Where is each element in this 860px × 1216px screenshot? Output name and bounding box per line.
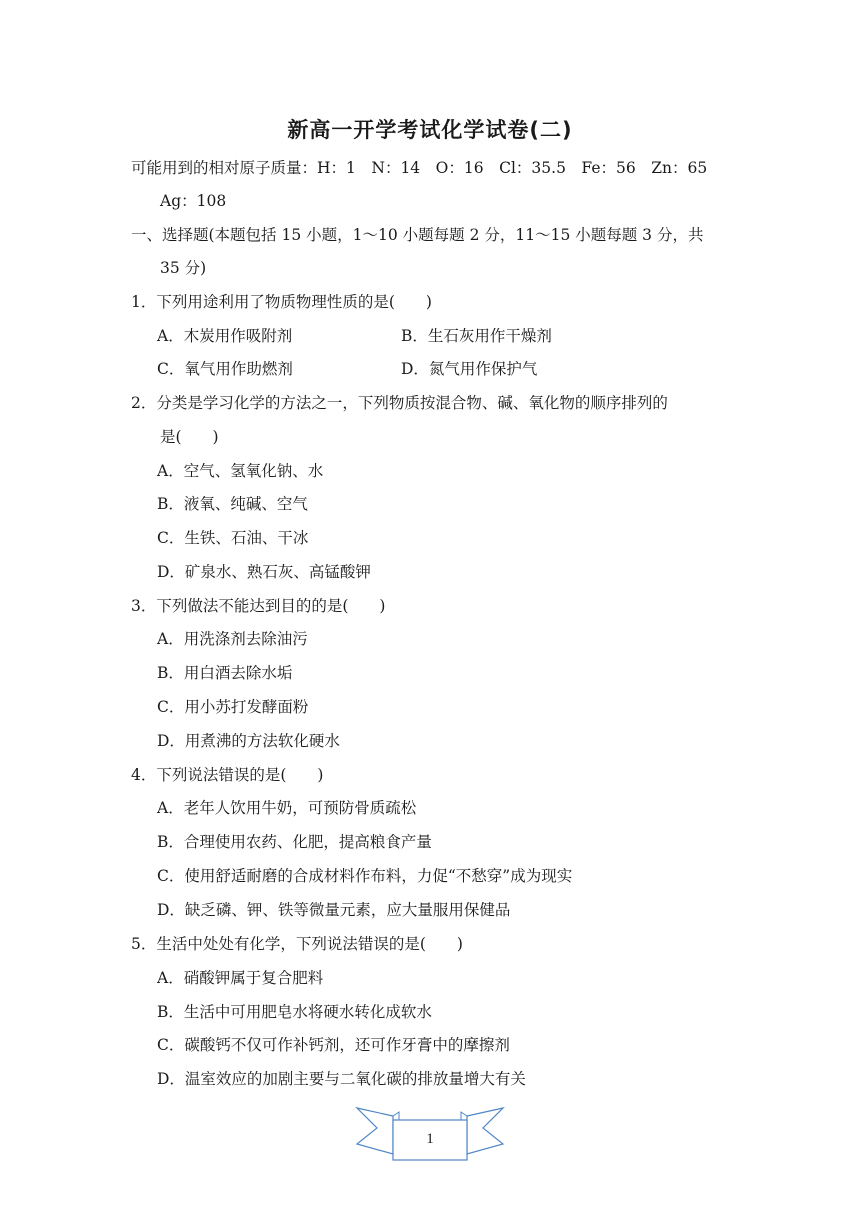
question-3-option-c: C．用小苏打发酵面粉 bbox=[157, 698, 309, 716]
section-heading: 一、选择题(本题包括 15 小题，1～10 小题每题 2 分，11～15 小题每题 3 分，共 bbox=[131, 226, 704, 244]
question-5-stem: 5．生活中处处有化学，下列说法错误的是( ) bbox=[131, 935, 463, 953]
atomic-mass-line: 可能用到的相对原子质量：H：1 N：14 O：16 Cl：35.5 Fe：56 Zn：65 bbox=[131, 159, 708, 177]
question-5-option-b: B．生活中可用肥皂水将硬水转化成软水 bbox=[157, 1003, 432, 1021]
page-title: 新高一开学考试化学试卷(二) bbox=[287, 118, 573, 142]
question-1-option-a: A．木炭用作吸附剂 bbox=[157, 327, 293, 345]
question-4-option-c: C．使用舒适耐磨的合成材料作布料，力促“不愁穿”成为现实 bbox=[157, 867, 573, 885]
question-2-stem: 2．分类是学习化学的方法之一，下列物质按混合物、碱、氧化物的顺序排列的 bbox=[131, 394, 668, 412]
question-4-option-d: D．缺乏磷、钾、铁等微量元素，应大量服用保健品 bbox=[157, 901, 511, 919]
question-5-option-d: D．温室效应的加剧主要与二氧化碳的排放量增大有关 bbox=[157, 1070, 526, 1088]
question-1-option-d: D．氮气用作保护气 bbox=[401, 360, 538, 378]
question-3-stem: 3．下列做法不能达到目的的是( ) bbox=[131, 597, 386, 615]
section-heading-continued: 35 分) bbox=[160, 259, 207, 277]
question-3-option-a: A．用洗涤剂去除油污 bbox=[157, 630, 308, 648]
question-2-option-c: C．生铁、石油、干冰 bbox=[157, 529, 309, 547]
question-5-option-a: A．硝酸钾属于复合肥料 bbox=[157, 969, 324, 987]
question-2-option-d: D．矿泉水、熟石灰、高锰酸钾 bbox=[157, 563, 371, 581]
question-2-stem-continued: 是( ) bbox=[160, 428, 219, 446]
question-4-option-b: B．合理使用农药、化肥，提高粮食产量 bbox=[157, 833, 432, 851]
question-1-option-b: B．生石灰用作干燥剂 bbox=[401, 327, 552, 345]
question-1-stem: 1．下列用途利用了物质物理性质的是( ) bbox=[131, 293, 432, 311]
question-4-option-a: A．老年人饮用牛奶，可预防骨质疏松 bbox=[157, 799, 417, 817]
question-3-option-b: B．用白酒去除水垢 bbox=[157, 664, 293, 682]
atomic-mass-line-continued: Ag：108 bbox=[160, 192, 227, 210]
page-number: 1 bbox=[426, 1131, 434, 1147]
question-1-option-c: C．氧气用作助燃剂 bbox=[157, 360, 293, 378]
question-4-stem: 4．下列说法错误的是( ) bbox=[131, 766, 324, 784]
question-3-option-d: D．用煮沸的方法软化硬水 bbox=[157, 732, 340, 750]
question-2-option-a: A．空气、氢氧化钠、水 bbox=[157, 462, 324, 480]
question-5-option-c: C．碳酸钙不仅可作补钙剂，还可作牙膏中的摩擦剂 bbox=[157, 1036, 510, 1054]
question-2-option-b: B．液氧、纯碱、空气 bbox=[157, 495, 308, 513]
